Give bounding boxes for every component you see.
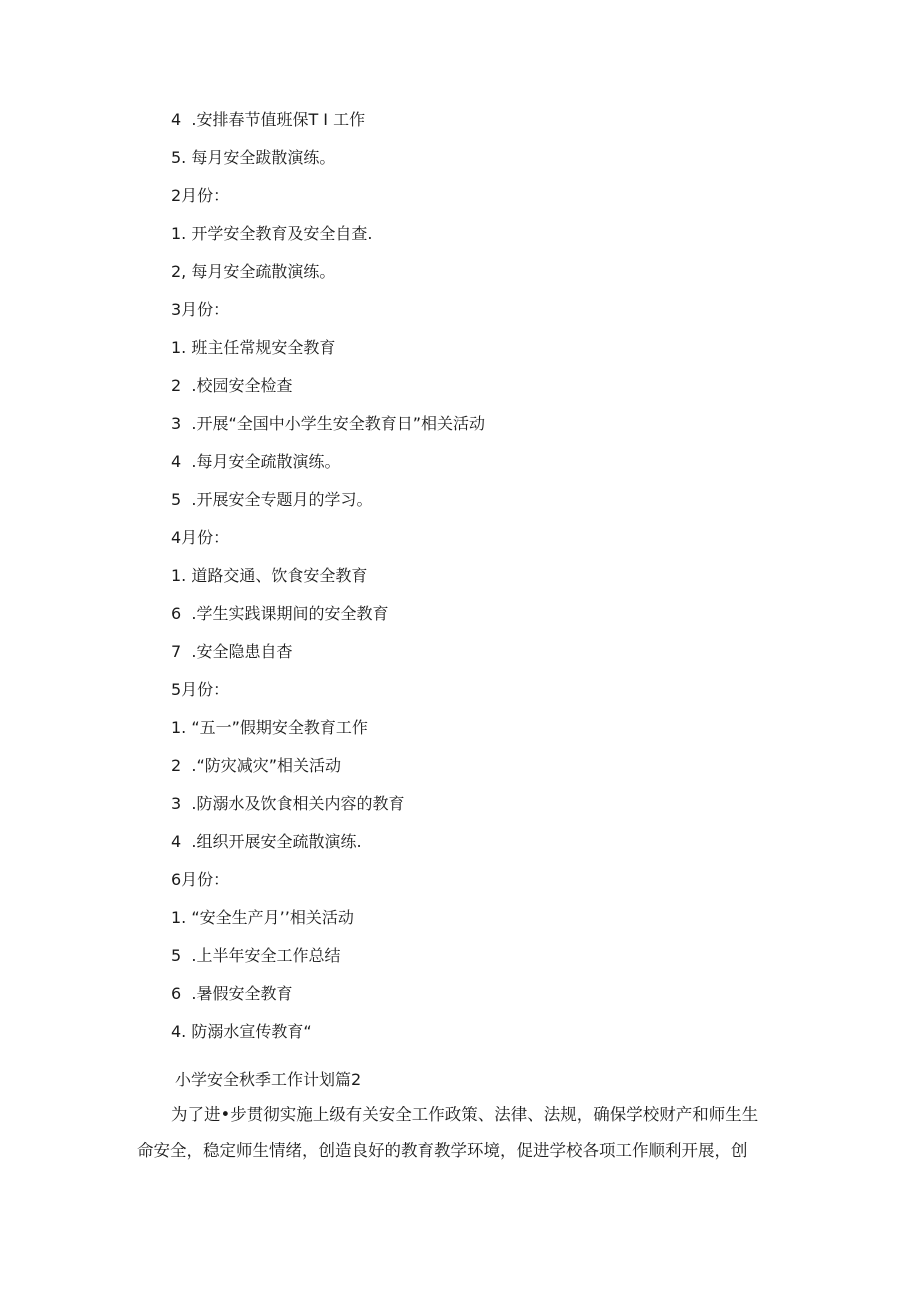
month-heading: 2月份： xyxy=(171,186,230,205)
list-item: 1. 道路交通、饮食安全教育 xyxy=(171,566,368,585)
list-item: 4. 防溺水宣传教育“ xyxy=(171,1022,312,1041)
list-item: 4 .组织开展安全疏散演练. xyxy=(171,832,362,851)
list-item: 4 .安排春节值班保T I 工作 xyxy=(171,110,366,129)
month-heading: 4月份： xyxy=(171,528,230,547)
month-heading: 3月份： xyxy=(171,300,230,319)
list-item: 4 .每月安全疏散演练。 xyxy=(171,452,341,471)
list-item: 1. 班主任常规安全教育 xyxy=(171,338,336,357)
list-item: 2 .校园安全检查 xyxy=(171,376,293,395)
list-item: 5 .开展安全专题月的学习。 xyxy=(171,490,373,509)
list-item: 6 .学生实践课期间的安全教育 xyxy=(171,604,389,623)
list-item: 2, 每月安全疏散演练。 xyxy=(171,262,336,281)
paragraph-line: 为了进•步贯彻实施上级有关安全工作政策、法律、法规，确保学校财产和师生生 xyxy=(171,1105,759,1124)
list-item: 3 .防溺水及饮食相关内容的教育 xyxy=(171,794,405,813)
month-heading: 5月份： xyxy=(171,680,230,699)
list-item: 6 .暑假安全教育 xyxy=(171,984,293,1003)
list-item: 7 .安全隐患自杳 xyxy=(171,642,293,661)
list-item: 2 .“防灾减灾”相关活动 xyxy=(171,756,342,775)
list-item: 1. 开学安全教育及安全自查. xyxy=(171,224,373,243)
list-item: 5 .上半年安全工作总结 xyxy=(171,946,341,965)
list-item: 1. “安全生产月’’相关活动 xyxy=(171,908,354,927)
section-title: 小学安全秋季工作计划篇2 xyxy=(175,1070,362,1089)
month-heading: 6月份： xyxy=(171,870,230,889)
list-item: 5. 每月安全跋散演练。 xyxy=(171,148,336,167)
list-item: 1. “五一”假期安全教育工作 xyxy=(171,718,368,737)
paragraph-line: 命安全，稳定师生情绪，创造良好的教育教学环境，促进学校各项工作顺利开展，创 xyxy=(137,1141,748,1160)
list-item: 3 .开展“全国中小学生安全教育日”相关活动 xyxy=(171,414,486,433)
